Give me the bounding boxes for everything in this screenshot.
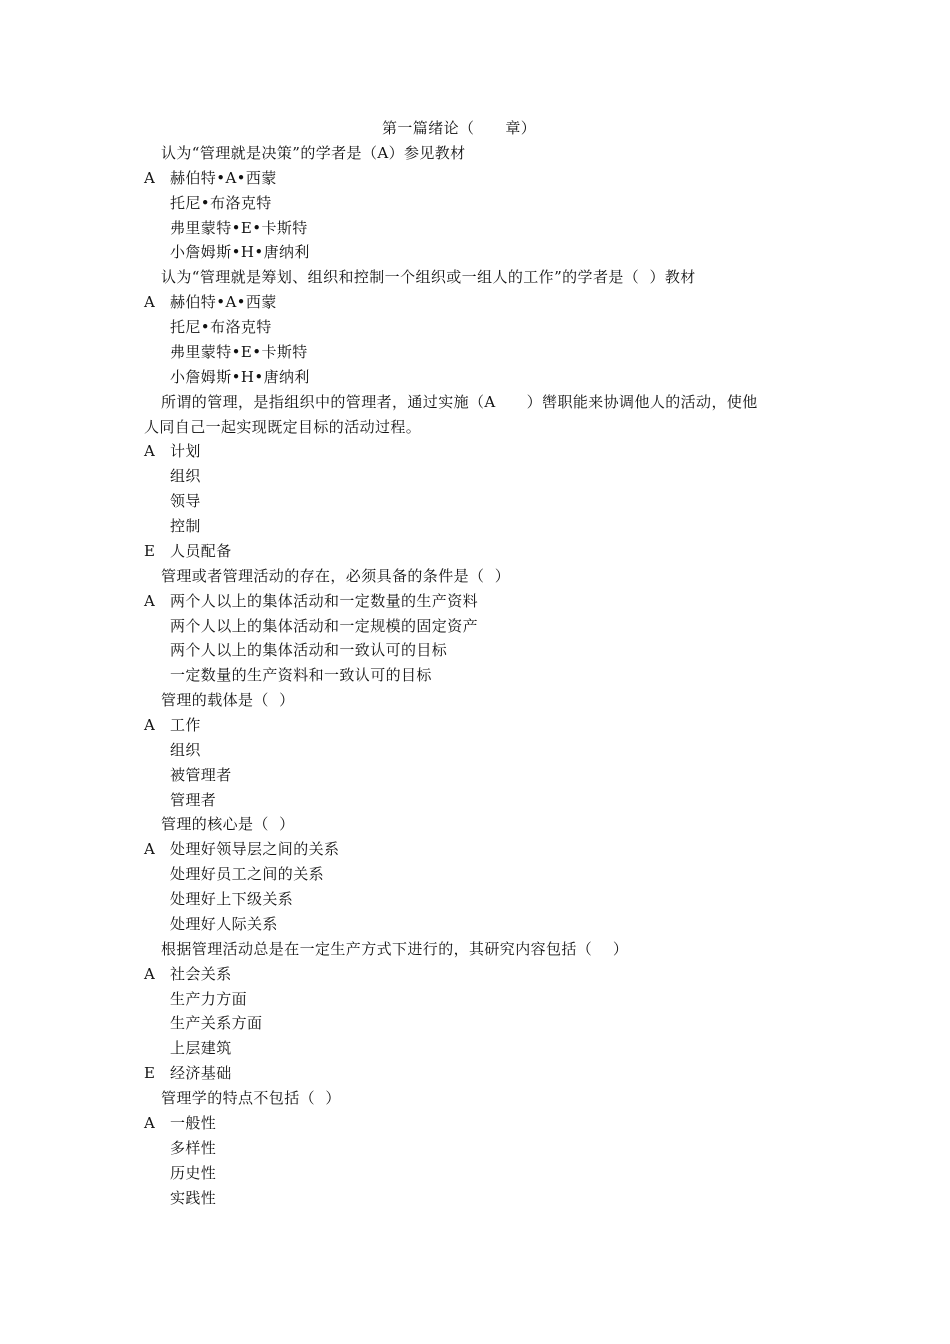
option-text: 社会关系 bbox=[170, 965, 232, 983]
option-marker: A bbox=[144, 716, 156, 734]
option-text: 多样性 bbox=[170, 1139, 217, 1157]
question-stem-continuation: 人同自己一起实现既定目标的活动过程。 bbox=[144, 418, 422, 436]
option-text: 两个人以上的集体活动和一定数量的生产资料 bbox=[170, 592, 479, 610]
option-text: 处理好上下级关系 bbox=[170, 890, 294, 908]
question-stem: 管理或者管理活动的存在，必须具备的条件是（ ） bbox=[161, 567, 511, 585]
option-text: 生产关系方面 bbox=[170, 1014, 263, 1032]
option-text: 生产力方面 bbox=[170, 990, 248, 1008]
option-text: 一般性 bbox=[170, 1114, 217, 1132]
page-title: 第一篇绪论（ 章） bbox=[382, 119, 537, 137]
option-text: 处理好员工之间的关系 bbox=[170, 865, 325, 883]
option-text: 托尼•布洛克特 bbox=[170, 194, 272, 212]
option-marker: A bbox=[144, 1114, 156, 1132]
option-text: 工作 bbox=[170, 716, 201, 734]
option-text: 实践性 bbox=[170, 1189, 217, 1207]
option-text: 小詹姆斯•H•唐纳利 bbox=[170, 368, 310, 386]
option-text: 小詹姆斯•H•唐纳利 bbox=[170, 243, 310, 261]
option-text: 处理好领导层之间的关系 bbox=[170, 840, 340, 858]
option-marker: A bbox=[144, 840, 156, 858]
question-stem: 管理的核心是（ ） bbox=[161, 815, 295, 833]
option-text: 组织 bbox=[170, 741, 201, 759]
option-text: 弗里蒙特•E•卡斯特 bbox=[170, 219, 308, 237]
option-marker: E bbox=[144, 1064, 156, 1082]
option-text: 经济基础 bbox=[170, 1064, 232, 1082]
option-marker: E bbox=[144, 542, 156, 560]
option-text: 两个人以上的集体活动和一定规模的固定资产 bbox=[170, 617, 479, 635]
option-text: 一定数量的生产资料和一致认可的目标 bbox=[170, 666, 432, 684]
option-text: 被管理者 bbox=[170, 766, 232, 784]
question-stem: 管理学的特点不包括（ ） bbox=[161, 1089, 341, 1107]
option-text: 计划 bbox=[170, 442, 201, 460]
option-text: 上层建筑 bbox=[170, 1039, 232, 1057]
option-text: 管理者 bbox=[170, 791, 217, 809]
option-text: 领导 bbox=[170, 492, 201, 510]
option-text: 控制 bbox=[170, 517, 201, 535]
option-text: 处理好人际关系 bbox=[170, 915, 278, 933]
option-text: 组织 bbox=[170, 467, 201, 485]
option-marker: A bbox=[144, 169, 156, 187]
question-stem: 所谓的管理，是指组织中的管理者，通过实施（A ）辔职能来协调他人的活动，使他 bbox=[161, 393, 758, 411]
option-marker: A bbox=[144, 293, 156, 311]
question-stem: 管理的载体是（ ） bbox=[161, 691, 295, 709]
option-marker: A bbox=[144, 965, 156, 983]
option-text: 历史性 bbox=[170, 1164, 217, 1182]
question-stem: 认为“管理就是筹划、组织和控制一个组织或一组人的工作”的学者是（ ）教材 bbox=[161, 268, 696, 286]
option-marker: A bbox=[144, 442, 156, 460]
option-text: 两个人以上的集体活动和一致认可的目标 bbox=[170, 641, 448, 659]
option-text: 人员配备 bbox=[170, 542, 232, 560]
option-text: 赫伯特•A•西蒙 bbox=[170, 293, 277, 311]
question-stem: 根据管理活动总是在一定生产方式下进行的，其研究内容包括（ ） bbox=[161, 940, 629, 958]
option-marker: A bbox=[144, 592, 156, 610]
option-text: 弗里蒙特•E•卡斯特 bbox=[170, 343, 308, 361]
option-text: 赫伯特•A•西蒙 bbox=[170, 169, 277, 187]
option-text: 托尼•布洛克特 bbox=[170, 318, 272, 336]
question-stem: 认为“管理就是决策”的学者是（A）参见教材 bbox=[161, 144, 466, 162]
